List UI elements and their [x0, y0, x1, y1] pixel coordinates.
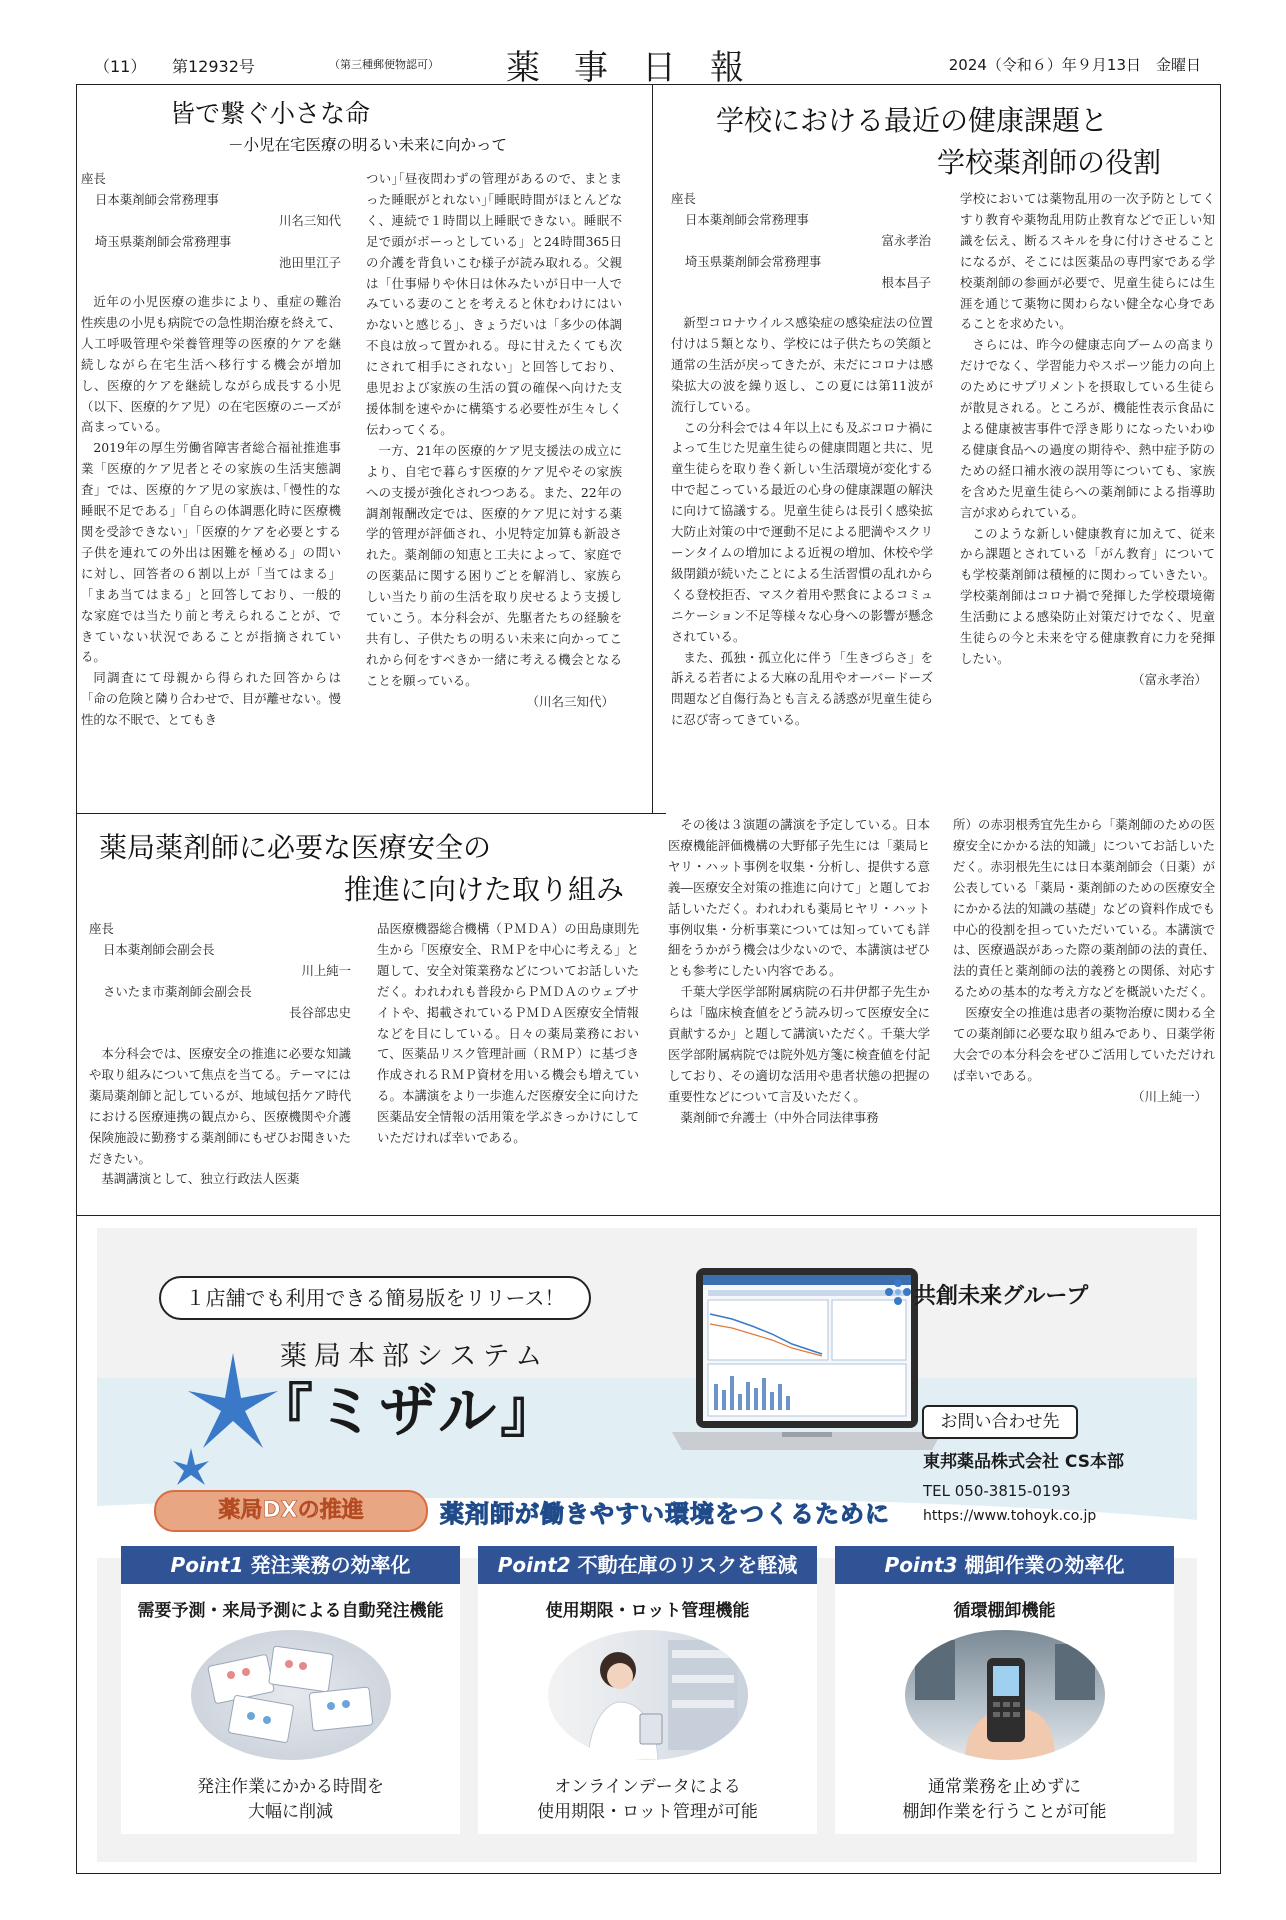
point-card-2: [478, 1546, 817, 1834]
paragraph: 2019年の厚生労働省障害者総合福祉推進事業「医療的ケア児者とその家族の生活実態調査」では、医療的ケア児の家族は､｢慢性的な睡眠不足である｣「自らの体調悪化時に医療機関を受診できない」「医療的ケアを必要とする子供を連れての外出は困難を極める」の問いに対し、回答者の６割以上が「当てはまる」「まあ当てはまる」と回答しており、一般的な家庭では当たり前と考えられることが、できていない状況であることが指摘されている。: [81, 440, 341, 665]
article3-title-line2: 推進に向けた取り組み: [344, 873, 625, 906]
ad-divider: [76, 1215, 1221, 1216]
chair-org: 日本薬剤師会常務理事: [685, 211, 809, 227]
article2-chairs: [671, 189, 931, 294]
chair-org: 日本薬剤師会副会長: [103, 941, 215, 957]
postal-authorization: （第三種郵便物認可）: [329, 58, 439, 71]
caption-line: オンラインデータによる: [554, 1777, 741, 1797]
handheld-scanner-photo: [905, 1630, 1105, 1760]
pharmacist-photo: [548, 1630, 748, 1760]
paragraph: 学校においては薬物乱用の一次予防としてくすり教育や薬物乱用防止教育などで正しい知識を伝え、断るスキルを身に付けさせることになるが、そこには医薬品の専門家である学校薬剤師の参画が必要で、児童生徒らには生涯を通じて薬物に関わらない健全な心身であることを求めたい。: [960, 191, 1215, 332]
article1-subtitle: －小児在宅医療の明るい未来に向かって: [228, 136, 508, 154]
caption-line: 棚卸作業を行うことが可能: [902, 1802, 1107, 1822]
pill-packs-icon: [191, 1630, 391, 1760]
chair-label: 座長: [89, 921, 114, 936]
point-title: 発注業務の効率化: [250, 1553, 411, 1577]
page-number: （11）: [94, 57, 147, 76]
page-header: [76, 46, 1221, 88]
point-card-3: [835, 1546, 1174, 1834]
caption-line: 使用期限・ロット管理が可能: [537, 1802, 758, 1822]
point-feature: 使用期限・ロット管理機能: [545, 1601, 750, 1621]
point-tag: Point3: [884, 1553, 958, 1577]
caption-line: 通常業務を止めずに: [928, 1777, 1081, 1797]
dx-message: 薬剤師が働きやすい環境をつくるために: [440, 1500, 890, 1528]
article2-column-2: [960, 189, 1215, 691]
issue-date: 2024（令和６）年９月13日 金曜日: [948, 56, 1201, 74]
caption-line: 大幅に削減: [248, 1802, 333, 1822]
dx-badge: 薬局DXの推進: [154, 1490, 428, 1532]
point-feature: 循環棚卸機能: [953, 1601, 1056, 1621]
chair-org: 埼玉県薬剤師会常務理事: [685, 253, 822, 269]
byline: （川上純一）: [1131, 1088, 1207, 1104]
group-name: 共創未来グループ: [914, 1284, 1089, 1309]
paragraph: 基調講演として、独立行政法人医薬: [101, 1171, 300, 1187]
paragraph: 同調査にて母親から得られた回答からは「命の危険と隣り合わせで、目が離せない。慢性的な不眠で、とてもき: [81, 670, 341, 728]
chair-name: 川名三知代: [279, 212, 341, 228]
blister-packs-image: [191, 1630, 391, 1760]
issue-number: 第12932号: [172, 57, 255, 76]
article3-title-line1: 薬局薬剤師に必要な医療安全の: [99, 831, 492, 864]
article3-column-4: [953, 815, 1215, 1108]
chair-label: 座長: [671, 191, 696, 206]
point-tag: Point1: [170, 1553, 244, 1577]
chair-name: 富永孝治: [881, 232, 931, 248]
article1-column-2: [366, 169, 622, 713]
website-link[interactable]: https://www.tohoyk.co.jp: [923, 1508, 1097, 1524]
point-caption: [121, 1775, 460, 1825]
paragraph: つい｣｢昼夜問わずの管理があるので、まとまった睡眠がとれない｣｢睡眠時間がほとんどなく、連続で１時間以上睡眠できない。睡眠不足で頭がボーっとしている」と24時間365日の介護を背負いこむ様子が読み取れる。父親は「仕事帰りや休日は休みたいが日中一人でみている妻のことを考えると休むわけにはいかないと感じる」、きょうだいは「多少の体調不良は放って置かれる。母に甘えたくても次にされて相手にされない」と回答しており、患児および家族の生活の質の確保へ向けた支援体制を速やかに構築する必要性が生々しく伝わってくる。: [366, 171, 622, 437]
article1-chairs: [81, 169, 341, 274]
article1-column-1: [81, 292, 341, 731]
paragraph: 近年の小児医療の進歩により、重症の難治性疾患の小児も病院での急性期治療を終えて、人工呼吸管理や栄養管理等の医療的ケアを継続しながら在宅生活へ移行する機会が増加し、医療的ケアを継続しながら成長する小児（以下、医療的ケア児）の在宅医療のニーズが高まっている。: [81, 294, 341, 435]
byline: （富永孝治）: [1131, 671, 1207, 687]
paragraph: 千葉大学医学部附属病院の石井伊都子先生からは「臨床検査値をどう読み切って医療安全に貢献するか」と題して講演いただく。千葉大学医学部附属病院では院外処方箋に検査値を付記しており、その適切な活用や患者状態の把握の重要性などについて言及いただく。: [668, 984, 930, 1104]
section-divider: [76, 813, 666, 814]
paragraph: この分科会では４年以上にも及ぶコロナ禍によって生じた児童生徒らの健康問題と共に、児童生徒らを取り巻く新しい生活環境が変化する中で起こっている最近の心身の健康課題の解決に向けて協議する。児童生徒らは長引く感染拡大防止対策の中で運動不足による肥満やスクリーンタイムの増加による近視の増加、休校や学級閉鎖が続いたことによる生活習慣の乱れからくる登校拒否、マスク着用や黙食によるコミュニケーション不足等様々な心身への影響が懸念されている。: [671, 419, 933, 644]
paragraph: このような新しい健康教育に加えて、従来から課題とされている「がん教育」についても学校薬剤師は積極的に関わっていきたい。学校薬剤師はコロナ禍で発揮した学校環境衛生活動による感染防止対策だけでなく、児童生徒らの今と未来を守る健康教育に力を発揮したい。: [960, 525, 1215, 666]
pharmacist-icon: [548, 1630, 748, 1760]
point-header: [835, 1546, 1174, 1584]
article3-chairs: [89, 919, 351, 1024]
paragraph: その後は３演題の講演を予定している。日本医療機能評価機構の大野郁子先生には「薬局ヒヤリ・ハット事例を収集・分析し、提供する意義―医療安全対策の推進に向けて」と題してお話しいただく。われわれも薬局ヒヤリ・ハット事例収集・分析事業については知っていても詳細をうかがう機会は少ないので、本講演はぜひとも参考にしたい内容である。: [668, 817, 930, 979]
point-caption: [835, 1775, 1174, 1825]
chair-name: 根本昌子: [881, 274, 931, 290]
paragraph: 品医療機器総合機構（ＰＭＤＡ）の田島康則先生から「医療安全、ＲＭＰを中心に考える」と題して、安全対策業務などについてお話しいただく。われわれも普段からＰＭＤＡのウェブサイトや、掲載されているＰＭＤＡ医療安全情報などを目にしている。日々の薬局業務において、医薬品リスク管理計画（ＲＭＰ）に基づき作成されるＲＭＰ資材を用いる機会も増えている。本講演をより一歩進んだ医療安全に向けた医薬品安全情報の活用策を学ぶきっかけにしていただければ幸いである。: [377, 921, 639, 1146]
company-name: 東邦薬品株式会社 CS本部: [923, 1452, 1124, 1472]
chair-org: 日本薬剤師会常務理事: [95, 191, 219, 207]
paragraph: 医療安全の推進は患者の薬物治療に関わる全ての薬剤師に必要な取り組みであり、日薬学術大会での本分科会をぜひご活用していただければ幸いである。: [953, 1005, 1215, 1083]
contact-heading: お問い合わせ先: [922, 1405, 1078, 1439]
point-header: [478, 1546, 817, 1584]
point-tag: Point2: [497, 1553, 571, 1577]
paragraph: 新型コロナウイルス感染症の感染症法の位置付けは５類となり、学校には子供たちの笑顔と通常の生活が戻ってきたが、未だにコロナは感染拡大の波を繰り返し、この夏には第11波が流行している。: [671, 315, 933, 414]
paragraph: さらには、昨今の健康志向ブームの高まりだけでなく、学習能力やスポーツ能力の向上のためにサプリメントを摂取している生徒らが散見される。ところが、機能性表示食品による健康被害事件で浮き彫りになったいわゆる健康食品への過度の期待や、熱中症予防のための経口補水液の誤用等についても、家族を含めた児童生徒らへの薬剤師による指導助言が求められている。: [960, 337, 1215, 520]
article2-column-1: [671, 313, 933, 731]
masthead: 薬事日報: [506, 48, 778, 88]
article3-column-2: [377, 919, 639, 1149]
point-title: 棚卸作業の効率化: [964, 1553, 1125, 1577]
paragraph: また、孤独・孤立化に伴う「生きづらさ」を訴える若者による大麻の乱用やオーバードーズ問題など自傷行為とも言える誘惑が児童生徒らに忍び寄ってきている。: [671, 649, 933, 728]
column-divider: [652, 84, 653, 814]
point-card-1: [121, 1546, 460, 1834]
article3-column-1: [89, 1044, 351, 1190]
chair-label: 座長: [81, 171, 106, 186]
article2-title-line1: 学校における最近の健康課題と: [716, 104, 1109, 137]
paragraph: 所）の赤羽根秀宜先生から「薬剤師のための医療安全にかかる法的知識」についてお話しいただく。赤羽根先生には日本薬剤師会（日薬）が公表している「薬局・薬剤師のための医療安全にかかる法的知識の基礎」などの資料作成でも中心的役割を担っていただいている。本講演では、医療過誤があった際の薬剤師の法的責任、法的責任と薬剤師の法的義務との関係、対応するための基本的な考え方などを概説いただく。: [953, 817, 1215, 1000]
chair-org: 埼玉県薬剤師会常務理事: [95, 233, 232, 249]
point-caption: [478, 1775, 817, 1825]
paragraph: 本分科会では、医療安全の推進に必要な知識や取り組みについて焦点を当てる。テーマには薬局薬剤師と記しているが、地域包括ケア時代における医療連携の観点から、医療機関や介護保険施設に勤務する薬剤師にもぜひお聞きいただきたい。: [89, 1046, 351, 1166]
caption-line: 発注作業にかかる時間を: [197, 1777, 384, 1797]
system-name: 薬局本部システム: [280, 1341, 550, 1372]
product-name: 『ミザル』: [255, 1377, 563, 1445]
article3-column-3: [668, 815, 930, 1129]
point-header: [121, 1546, 460, 1584]
point-feature: 需要予測・来局予測による自動発注機能: [137, 1601, 444, 1621]
advertisement: [97, 1228, 1197, 1862]
paragraph: 薬剤師で弁護士（中外合同法律事務: [680, 1109, 879, 1125]
scanner-icon: [905, 1630, 1105, 1760]
article1-title: 皆で繋ぐ小さな命: [170, 99, 371, 128]
byline: （川名三知代）: [526, 693, 614, 709]
phone-number: TEL 050-3815-0193: [923, 1482, 1071, 1500]
chair-name: 池田里江子: [279, 254, 341, 270]
chair-name: 長谷部忠史: [289, 1004, 351, 1020]
paragraph: 一方、21年の医療的ケア児支援法の成立により、自宅で暮らす医療的ケア児やその家族への支援が強化されつつある。また、22年の調剤報酬改定では、医療的ケア児に対する薬学的管理が評価され、小児特定加算も新設された。薬剤師の知恵と工夫によって、家庭での医薬品に関する困りごとを解消し、家族らしい当たり前の生活を取り戻せるよう支援していこう。本分科会が、先駆者たちの経験を共有し、子供たちの明るい未来に向かってこれから何をすべきか一緒に考える機会となることを願っている。: [366, 442, 622, 688]
group-logo-icon: [884, 1278, 912, 1306]
chair-org: さいたま市薬剤師会副会長: [103, 983, 252, 999]
chair-name: 川上純一: [301, 962, 351, 978]
release-banner: １店舗でも利用できる簡易版をリリース！: [159, 1276, 591, 1320]
article2-title-line2: 学校薬剤師の役割: [937, 146, 1162, 179]
point-title: 不動在庫のリスクを軽減: [577, 1553, 798, 1577]
